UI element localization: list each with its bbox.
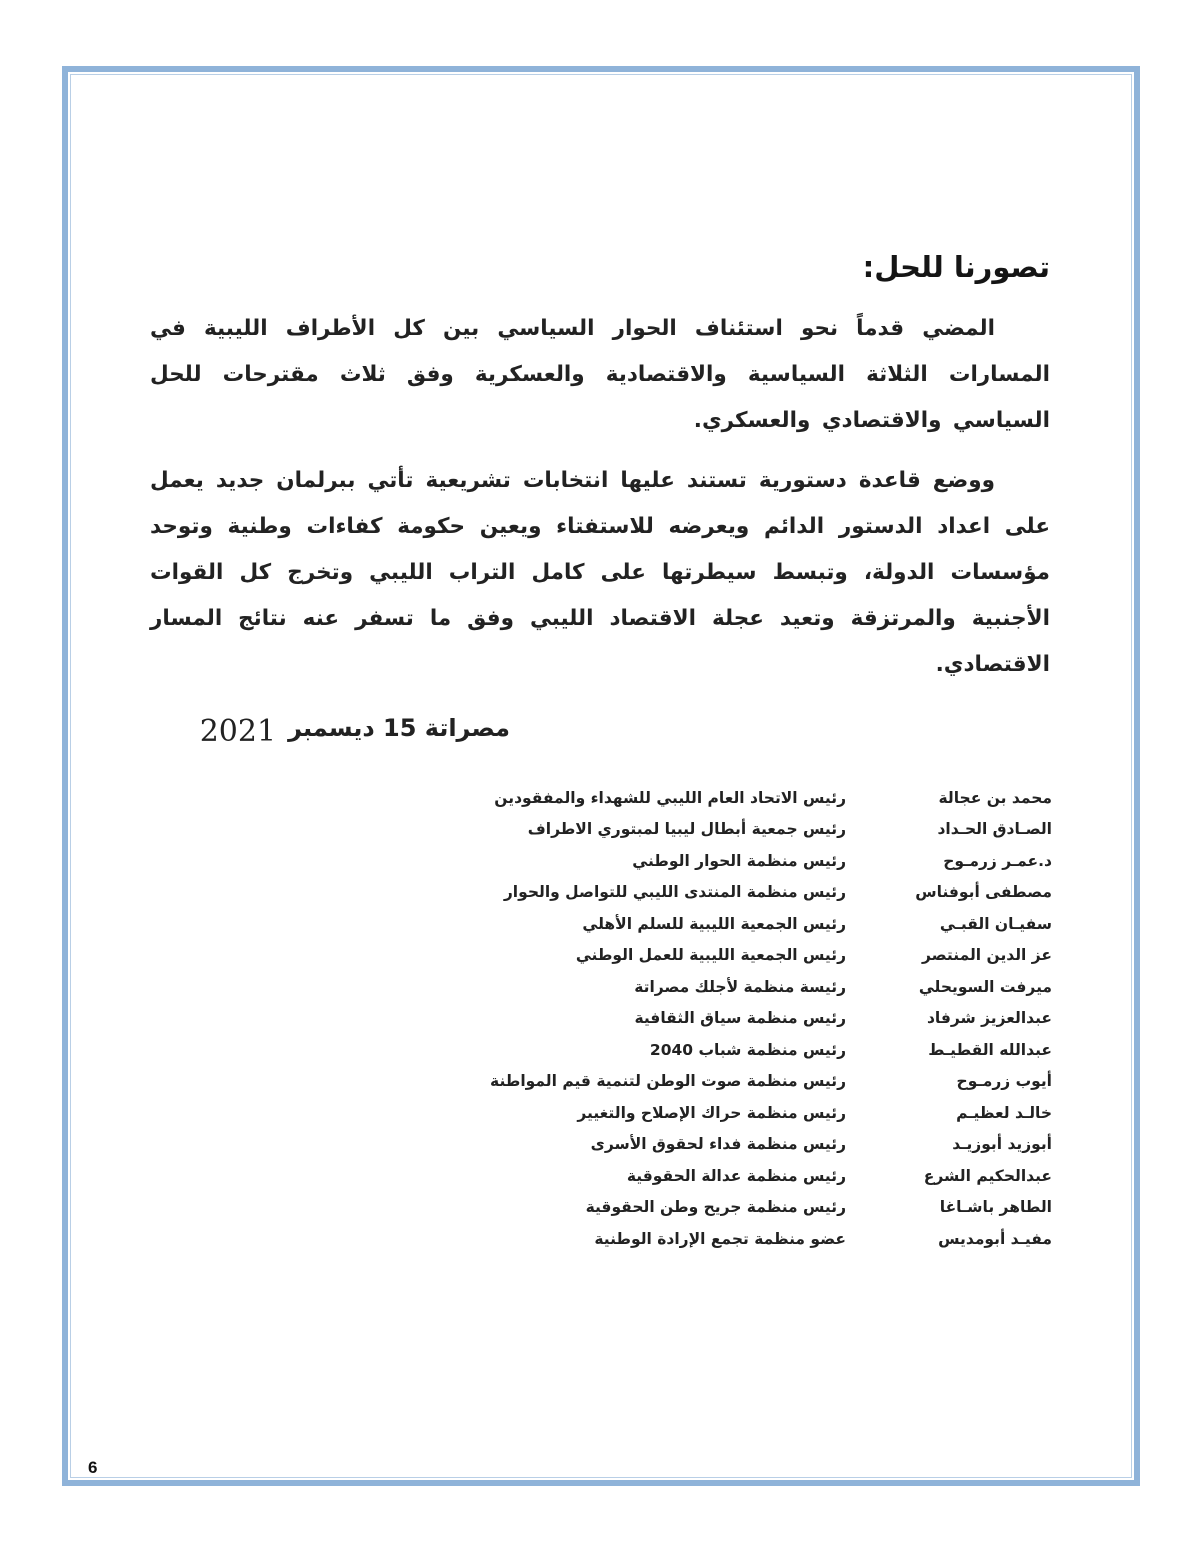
signatory-row — [440, 782, 1052, 814]
signatory-name: الصـادق الحـداد — [937, 820, 1052, 839]
date-year: 2021 — [199, 714, 277, 749]
signatory-row — [440, 908, 1052, 940]
signatory-title: رئيس منظمة صوت الوطن لتنمية قيم المواطنة — [490, 1072, 846, 1091]
signatory-name: محمد بن عجالة — [938, 788, 1052, 807]
signatory-row — [440, 1129, 1052, 1161]
signatory-title: رئيس منظمة الحوار الوطني — [632, 851, 846, 870]
signatory-row — [440, 877, 1052, 909]
signatory-title: رئيس منظمة فداء لحقوق الأسرى — [590, 1135, 846, 1154]
date-line — [150, 714, 1050, 749]
signatory-name: د.عمـر زرمـوح — [943, 851, 1052, 870]
signatory-title: رئيس الجمعية الليبية للسلم الأهلي — [582, 914, 846, 933]
signatory-title: رئيس منظمة سياق الثقافية — [634, 1009, 846, 1028]
signatory-title: رئيس منظمة حراك الإصلاح والتغيير — [577, 1103, 846, 1122]
signatory-name: عبدالله القطيـط — [928, 1040, 1052, 1059]
signatory-title: عضو منظمة تجمع الإرادة الوطنية — [594, 1229, 846, 1248]
signatory-name: ميرفت السويحلي — [918, 977, 1052, 996]
signatory-row — [440, 845, 1052, 877]
signatory-row — [440, 1066, 1052, 1098]
signatory-row — [440, 1034, 1052, 1066]
signatory-title: رئيس منظمة عدالة الحقوقية — [626, 1166, 846, 1185]
signatory-title: رئيس الجمعية الليبية للعمل الوطني — [575, 946, 846, 965]
paragraph-1: المضي قدماً نحو استئناف الحوار السياسي بين كل الأطراف الليبية في المسارات الثلاثة السياسية والاقتصادية والعسكرية وفق ثلاث مقترحات للحل السياسي والاقتصادي والعسكري. — [150, 316, 1050, 433]
signatory-row — [440, 1097, 1052, 1129]
paragraph-2: ووضع قاعدة دستورية تستند عليها انتخابات تشريعية تأتي ببرلمان جديد يعمل على اعداد الدستور الدائم ويعرضه للاستفتاء ويعين حكومة كفاءات وطنية وتوحد مؤسسات الدولة، وتبسط سيطرتها على كامل التراب الليبي وتخرج كل القوات الأجنبية والمرتزقة وتعيد عجلة الاقتصاد الليبي وفق ما تسفر عنه نتائج المسار الاقتصادي. — [150, 468, 1050, 677]
signatory-name: أبوزيد أبوزيـد — [952, 1135, 1052, 1154]
signatory-title: رئيس جمعية أبطال ليبيا لمبتوري الاطراف — [527, 820, 846, 839]
signatory-name: سفيـان القبـي — [939, 914, 1052, 933]
signatory-row — [440, 1003, 1052, 1035]
signatory-name: عبدالعزيز شرفاد — [926, 1009, 1052, 1028]
signatory-name: عبدالحكيم الشرع — [923, 1166, 1052, 1185]
signatory-title: رئيس منظمة المنتدى الليبي للتواصل والحوار — [503, 883, 846, 902]
signatory-title: رئيس منظمة شباب 2040 — [649, 1040, 846, 1059]
signatory-row — [440, 971, 1052, 1003]
signatory-title: رئيسة منظمة لأجلك مصراتة — [634, 977, 846, 996]
signatory-row — [440, 1223, 1052, 1255]
signatory-row — [440, 814, 1052, 846]
section-heading: تصورنا للحل: — [862, 250, 1050, 284]
signatory-row — [440, 1160, 1052, 1192]
signatory-row — [440, 940, 1052, 972]
signatory-name: عز الدين المنتصر — [922, 946, 1052, 965]
page-number: 6 — [88, 1458, 98, 1477]
document-body — [150, 240, 1050, 749]
signatory-title: رئيس منظمة جريح وطن الحقوقية — [585, 1198, 846, 1217]
signatories-list — [440, 782, 1052, 1255]
signatory-title: رئيس الاتحاد العام الليبي للشهداء والمفقودين — [494, 788, 846, 807]
signatory-name: مصطفى أبوفناس — [915, 883, 1052, 902]
signatory-row — [440, 1192, 1052, 1224]
signatory-name: مفيـد أبومديس — [938, 1229, 1052, 1248]
signatory-name: أيوب زرمـوح — [956, 1072, 1052, 1091]
signatory-name: الطاهر باشـاغا — [939, 1198, 1052, 1217]
date-place-month: مصراتة 15 ديسمبر — [288, 714, 510, 742]
signatory-name: خالـد لعظيـم — [956, 1103, 1052, 1122]
